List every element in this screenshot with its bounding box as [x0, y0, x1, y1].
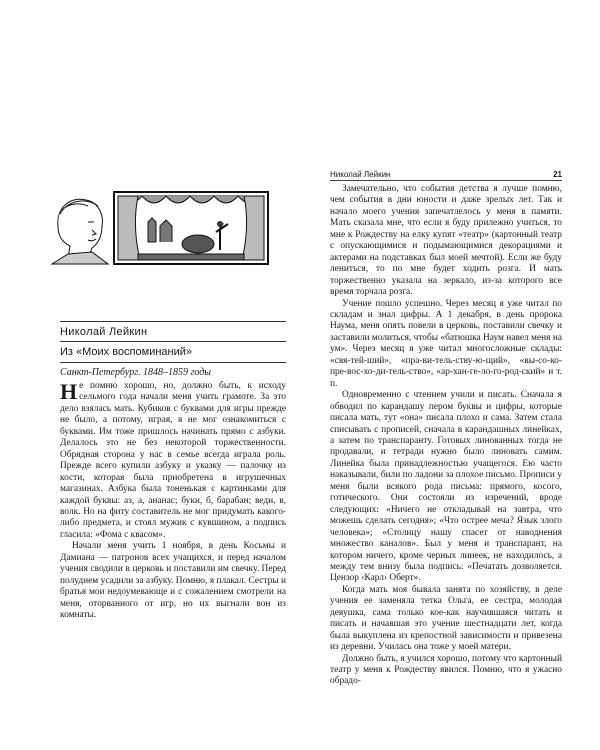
author-name: Николай Лейкин	[60, 326, 148, 338]
left-body-text	[60, 381, 286, 622]
place-date: Санкт-Петербург. 1848–1859 годы	[60, 367, 212, 378]
running-head-author: Николай Лейкин	[330, 170, 391, 179]
paragraph	[60, 381, 286, 541]
right-body-text	[330, 184, 562, 688]
running-head	[330, 170, 562, 179]
right-page	[300, 0, 600, 750]
paragraph: Начали меня учить 1 ноября, в день Косьмы и Дамиана — патронов всех учащихся, и перед началом учения сводили в церковь и поставили им свечку. Перед полуднем усадили за азбуку. Помню, я плакал. Сестры и братья мои недоумевающе и с сожалением смотрели на меня, оторванного от игр, но их выгнали вон из комнаты.	[60, 541, 286, 621]
paragraph: Когда мать моя бывала занята по хозяйству, в деле учения ее заменяла тетка Ольга, ее сестра, молодая девушка, сама только кое-как научившаяся читать и писать и начавшая это учение шестнадцати лет, когда была выкуплена из крепостной зависимости и привезена из деревни. Училась она тоже у моей матери.	[330, 584, 562, 653]
paragraph-text: е помню хорошо, но, должно быть, к исходу сельмого года начали меня учить грамоте. За это дело взялась мать. Кубиков с буквами для игры прежде не было, а потому, играя, я не мог ознакомиться с буквами. Им тоже пришлось начинать прямо с азбуки. Делалось это не без некоторой торжественности. Обрядная сторона у нас в семье всегда играла роль. Прежде всего купили азбуку и указку — палочку из кости, которая была приобретена в игрушечных магазинах. Азбука была тоненькая с картинками для каждой буквы: аз, а, ананас; буки, б, барабан; веди, в, волк. Но на фиту составитель не мог придумать какого-либо предмета, и стоял мужик с кувшином, а подпись гласила: «Фома с квасом».	[60, 381, 286, 540]
paragraph: Замечательно, что события детства я лучше помню, чем события в дни юности и даже зрелых лет. Так и начало моего учения запечатлелось у меня в памяти. Мать сказала мне, что если я буду прилежно учиться, то мне к Рождеству на елку купят «театр» (картонный театр с опускающимися и подымающимися декорациями и актерами на подставках был моей мечтой). Если же буду лениться, то по мне будет ходить розга. И мать торжественно указала на зеркало, из-за которого все время торчала розга.	[330, 184, 562, 298]
running-head-rule	[330, 180, 562, 181]
author-top-rule	[60, 321, 286, 322]
paragraph: Должно быть, я учился хорошо, потому что картонный театр у меня к Рождеству явился. Помню, что я ужасно обрадо-	[330, 653, 562, 687]
page-number: 21	[553, 170, 562, 179]
engraving-image	[48, 186, 272, 266]
paragraph: Одновременно с чтением учили и писать. Сначала я обводил по карандашу пером буквы и цифры, которые писала мать, тут «она» писала плохо и сама. Затем стала списывать с прописей, сначала в карандашных линейках, а затем по транспаранту. Готовых линованных тогда не продавали, и тетради нужно было линовать самим. Линейка была принадлежностью учащегося. Ею часто наказывали, били по ладони за плохое письмо. Прописи у меня были всякого рода письма: прямого, косого, готического. Они состояли из изречений, вроде следующих: «Ничего не откладывай на завтра, что можешь сделать сегодня»; «Что острее меча? Язык злого человека»; «Столицу нашу спасет от наводнения множество каналов». Был у меня и транспарант, на котором ничего, кроме черных линеек, не находилось, а между тем внизу была подпись: «Печатать дозволяется. Цензор ‹Карл› Оберт».	[330, 390, 562, 584]
work-title-rule	[60, 362, 286, 363]
dropcap: Н	[60, 379, 78, 404]
paragraph: Учение пошло успешно. Через месяц я уже читал по складам и знал цифры. А 1 декабря, в день пророка Наума, меня опять повели в церковь, поставили свечку и заставили молиться, чтобы «батюшка Наум навел меня на ум». Через месяц я уже читал многосложные склады: «свя-тей-ший», «пра-ви-тель-ству-ю-щий», «вы-со-ко-пре-вос-хо-ди-тель-ство», «ар-хан-ге-ло-го-род-ский» и т. п.	[330, 298, 562, 389]
boy-with-puppet-theater-illustration	[48, 186, 272, 266]
work-title: Из «Моих воспоминаний»	[60, 346, 193, 358]
author-bottom-rule	[60, 341, 286, 342]
